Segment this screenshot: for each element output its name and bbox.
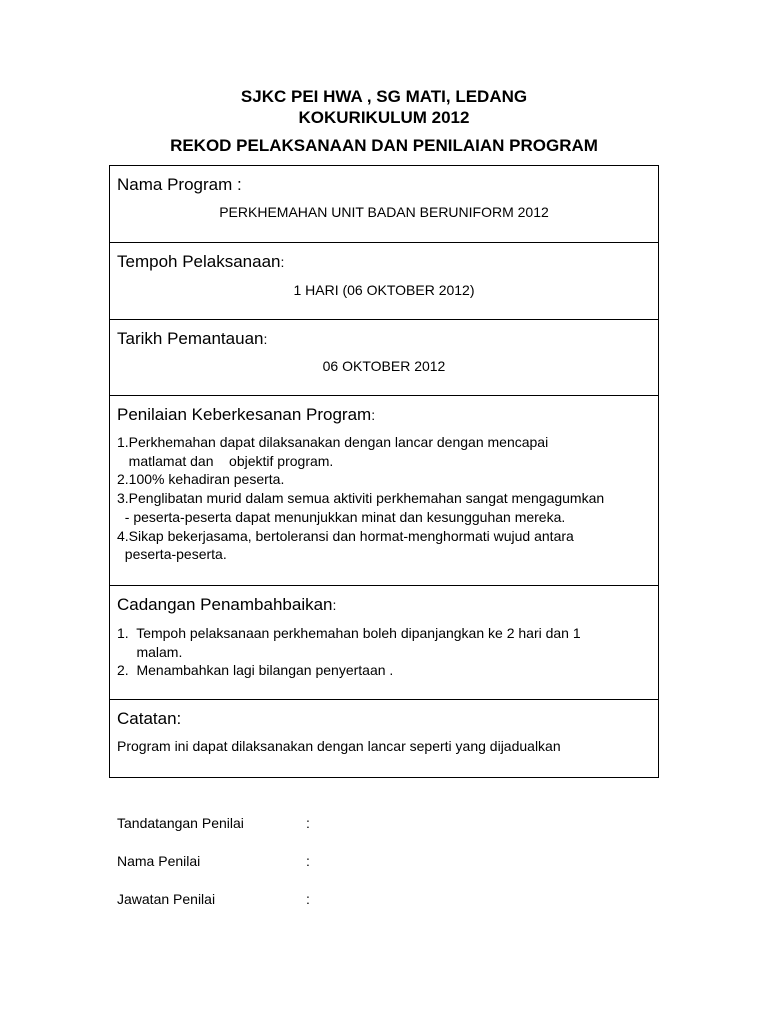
section-catatan [110, 700, 658, 777]
cadangan-label: Cadangan Penambahbaikan: [117, 595, 337, 614]
catatan-value: Program ini dapat dilaksanakan dengan lancar seperti yang dijadualkan [117, 738, 561, 754]
tarikh-value: 06 OKTOBER 2012 [322, 358, 446, 374]
document-title: REKOD PELAKSANAAN DAN PENILAIAN PROGRAM [170, 136, 598, 155]
list-item: malam. [117, 643, 183, 660]
list-item: 2. Menambahkan lagi bilangan penyertaan . [117, 662, 394, 679]
nama-penilai-colon: : [306, 853, 310, 869]
jawatan-penilai-colon: : [306, 891, 310, 907]
tandatangan-label: Tandatangan Penilai [117, 815, 244, 831]
list-item: 4.Sikap bekerjasama, bertoleransi dan hormat-menghormati wujud antara [117, 527, 574, 544]
catatan-label: Catatan: [117, 709, 182, 728]
tempoh-value: 1 HARI (06 OKTOBER 2012) [293, 282, 475, 298]
jawatan-penilai-label: Jawatan Penilai [117, 891, 216, 907]
list-item: peserta-peserta. [117, 546, 227, 563]
penilaian-list [117, 433, 604, 564]
tarikh-label: Tarikh Pemantauan: [117, 329, 268, 348]
record-table [109, 165, 659, 778]
nama-program-value: PERKHEMAHAN UNIT BADAN BERUNIFORM 2012 [219, 204, 549, 220]
tandatangan-colon: : [306, 815, 310, 831]
year-heading: KOKURIKULUM 2012 [298, 108, 470, 127]
list-item: - peserta-peserta dapat menunjukkan minat dan kesungguhan mereka. [117, 508, 566, 525]
list-item: 3.Penglibatan murid dalam semua aktiviti perkhemahan sangat mengagumkan [117, 490, 605, 507]
school-name: SJKC PEI HWA , SG MATI, LEDANG [240, 87, 528, 106]
section-nama-program [110, 166, 658, 243]
list-item: 1. Tempoh pelaksanaan perkhemahan boleh dipanjangkan ke 2 hari dan 1 [117, 625, 581, 641]
nama-penilai-label: Nama Penilai [117, 853, 201, 869]
section-cadangan [110, 586, 658, 700]
list-item: 1.Perkhemahan dapat dilaksanakan dengan lancar dengan mencapai [117, 434, 549, 450]
cadangan-list [117, 624, 581, 680]
list-item: matlamat dan objektif program. [117, 452, 334, 469]
tempoh-label: Tempoh Pelaksanaan: [117, 252, 285, 271]
section-tarikh-pemantauan [110, 320, 658, 396]
section-penilaian [110, 396, 658, 586]
nama-program-label: Nama Program : [117, 175, 242, 194]
list-item: 2.100% kehadiran peserta. [117, 471, 285, 488]
penilaian-label: Penilaian Keberkesanan Program: [117, 405, 376, 424]
section-tempoh-pelaksanaan [110, 243, 658, 320]
